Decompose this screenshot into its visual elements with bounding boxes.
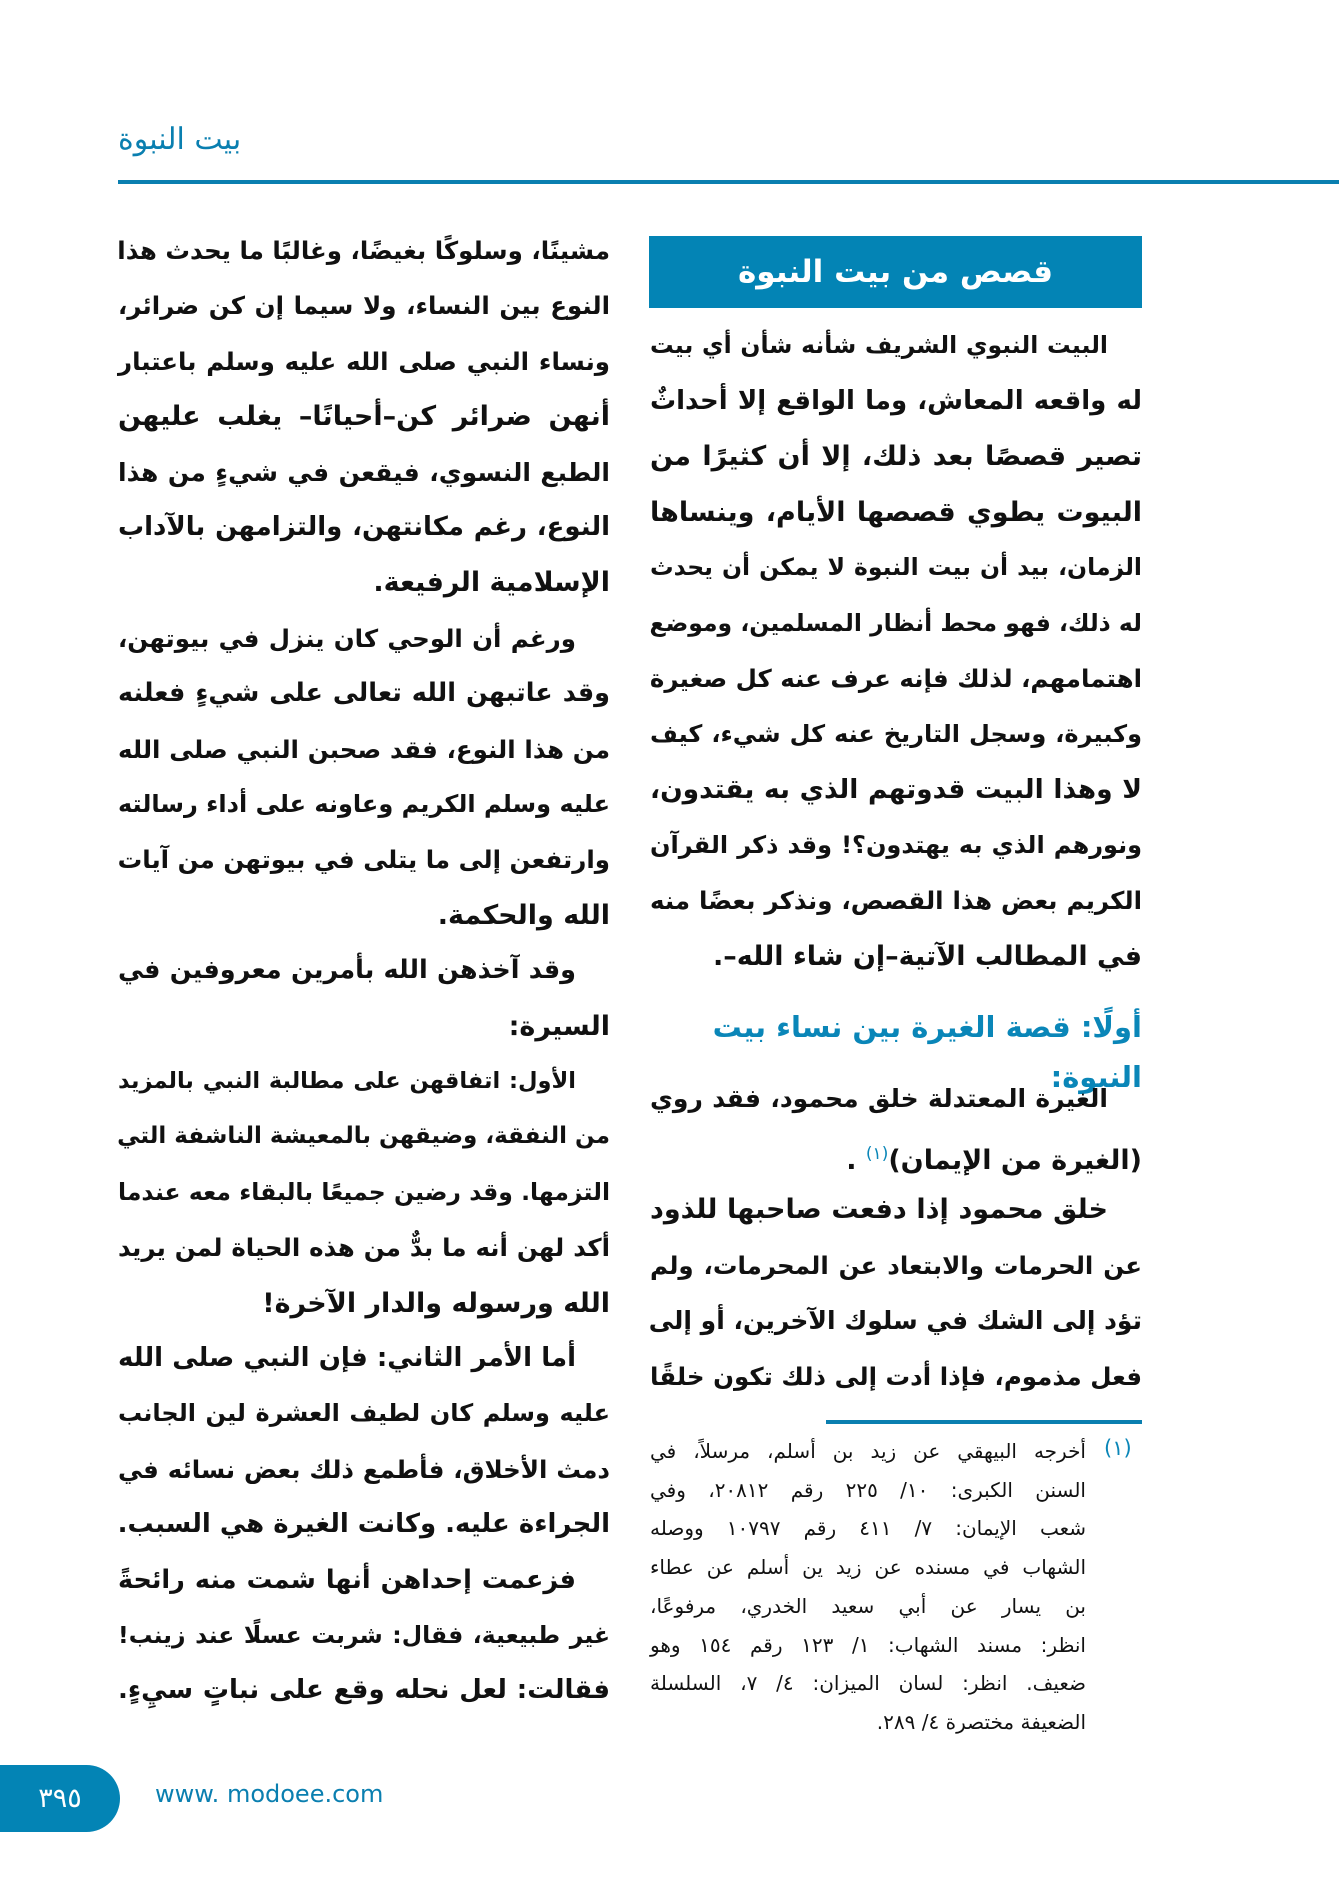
footnote-line (650, 1587, 1086, 1626)
line-text: الكريم بعض هذا القصص، ونذكر بعضًا منه (650, 886, 1142, 915)
text-line (118, 666, 610, 721)
text-line (118, 832, 610, 887)
line-text: خلق محمود إذا دفعت صاحبها للذود (650, 1194, 1108, 1225)
line-text: البيوت يطوي قصصها الأيام، وينساها (650, 496, 1142, 528)
footnote-rule (826, 1420, 1142, 1424)
text-line (650, 651, 1142, 706)
line-text: الضعيفة مختصرة ٤/ ٢٨٩. (876, 1709, 1086, 1734)
text-line (118, 445, 610, 500)
text-line (118, 1276, 610, 1331)
line-text: الأول: اتفاقهن على مطالبة النبي بالمزيد (118, 1068, 576, 1094)
text-line (118, 888, 610, 943)
text-line (118, 1553, 610, 1608)
line-text: عليه وسلم الكريم وعاونه على أداء رسالته (118, 790, 610, 818)
line-text: أنهن ضرائر كن–أحيانًا– يغلب عليهن (118, 401, 610, 433)
line-text: له واقعه المعاش، وما الواقع إلا أحداثٌ (650, 385, 1142, 416)
line-text: عن الحرمات والابتعاد عن المحرمات، ولم (650, 1250, 1142, 1280)
text-line (650, 540, 1142, 595)
line-text: تؤد إلى الشك في سلوك الآخرين، أو إلى (648, 1306, 1142, 1335)
text-line (650, 429, 1142, 484)
text-line (650, 818, 1142, 873)
line-text: غير طبيعية، فقال: شربت عسلًا عند زينب! (118, 1621, 610, 1649)
text-line (118, 1165, 610, 1220)
footnote-line (650, 1432, 1086, 1471)
line-text: فقالت: لعل نحله وقع على نباتٍ سيِءٍ. (118, 1675, 610, 1706)
line-text: فعل مذموم، فإذا أدت إلى ذلك تكون خلقًا (650, 1361, 1142, 1391)
line-text: ضعيف. انظر: لسان الميزان: ٤/ ٧، السلسلة (650, 1671, 1086, 1696)
text-line (118, 555, 610, 610)
text-line (650, 1349, 1142, 1404)
text-line (118, 1663, 610, 1718)
footnote-line (650, 1664, 1086, 1703)
text-line (118, 999, 610, 1054)
line-text: ورغم أن الوحي كان ينزل في بيوتهن، (118, 623, 576, 653)
text-line (118, 777, 610, 832)
running-title-logo: بيت النبوة (118, 122, 242, 157)
text-line (118, 500, 610, 555)
text-line (650, 318, 1142, 373)
text-line (118, 334, 610, 389)
text-line (118, 1054, 610, 1109)
line-text: ونساء النبي صلى الله عليه وسلم باعتبار (118, 346, 610, 376)
text-line (118, 611, 610, 666)
line-text: أما الأمر الثاني: فإن النبي صلى الله (118, 1343, 576, 1373)
line-text: الجراءة عليه. وكانت الغيرة هي السبب. (117, 1509, 610, 1540)
line-text: النوع، رغم مكانتهن، والتزامهن بالآداب (118, 512, 610, 542)
line-text: الله والحكمة. (437, 899, 610, 931)
line-text: له ذلك، فهو محط أنظار المسلمين، وموضع (649, 608, 1142, 637)
line-text: من هذا النوع، فقد صحبن النبي صلى الله (118, 734, 610, 764)
text-line (118, 1442, 610, 1497)
text-line (650, 374, 1142, 429)
text-line (118, 1331, 610, 1386)
line-text: من النفقة، وضيقهن بالمعيشة الناشفة التي (117, 1123, 610, 1150)
line-text: عليه وسلم كان لطيف العشرة لين الجانب (118, 1399, 610, 1428)
footnote-reference[interactable]: (١) (865, 1143, 889, 1164)
text-line (118, 1220, 610, 1275)
text-line (650, 596, 1142, 651)
text-line (118, 278, 610, 333)
line-text: لا وهذا البيت قدوتهم الذي به يقتدون، (650, 774, 1142, 805)
line-text: بن يسار عن أبي سعيد الخدري، مرفوعًا، (650, 1593, 1086, 1618)
line-text: تصير قصصًا بعد ذلك، إلا أن كثيرًا من (650, 441, 1142, 472)
text-line (118, 722, 610, 777)
line-text: أخرجه البيهقي عن زيد بن أسلم، مرسلاً، في (650, 1439, 1086, 1463)
line-text: في المطالب الآتية–إن شاء الله–. (713, 940, 1142, 972)
line-text: وارتفعن إلى ما يتلى في بيوتهن من آيات (117, 845, 610, 875)
page-number: ٣٩٥ (0, 1765, 120, 1832)
text-line (650, 1238, 1142, 1293)
footnote-line (650, 1509, 1086, 1548)
text-line (118, 389, 610, 444)
line-text: الزمان، بيد أن بيت النبوة لا يمكن أن يحدث (650, 553, 1142, 581)
text-line (118, 223, 610, 278)
line-text: ونورهم الذي به يهتدون؟! وقد ذكر القرآن (650, 830, 1142, 859)
header-rule (118, 180, 1339, 184)
text-line (650, 762, 1142, 817)
text-line (118, 943, 610, 998)
line-text: وقد آخذهن الله بأمرين معروفين في (118, 955, 576, 986)
line-text: السيرة: (508, 1010, 610, 1042)
text-line (118, 1497, 610, 1552)
footnote-line (650, 1548, 1086, 1587)
text-line (118, 1608, 610, 1663)
line-text: شعب الإيمان: ٧/ ٤١١ رقم ١٠٧٩٧ ووصله (650, 1516, 1086, 1541)
line-text: الله ورسوله والدار الآخرة! (262, 1287, 610, 1319)
text-line (650, 1182, 1142, 1237)
footnote-line (650, 1703, 1086, 1742)
line-text: النوع بين النساء، ولا سيما إن كن ضرائر، (118, 291, 610, 321)
line-text: الطبع النسوي، فيقعن في شيءٍ من هذا (118, 457, 610, 487)
line-text: فزعمت إحداهن أنها شمت منه رائحةً (118, 1564, 576, 1595)
line-text: البيت النبوي الشريف شأنه شأن أي بيت (650, 331, 1108, 359)
footnote-line (650, 1626, 1086, 1665)
text-line (650, 1293, 1142, 1348)
text-line (650, 1071, 1142, 1126)
line-text: انظر: مسند الشهاب: ١/ ١٢٣ رقم ١٥٤ وهو (650, 1632, 1086, 1657)
line-text: أكد لهن أنه ما بدٌّ من هذه الحياة لمن يريد (118, 1233, 610, 1263)
text-line (118, 1386, 610, 1441)
section-title-box: قصص من بيت النبوة (649, 236, 1142, 308)
line-tail: . (846, 1144, 866, 1176)
line-text: التزمها. وقد رضين جميعًا بالبقاء معه عندما (118, 1177, 610, 1206)
line-text: (الغيرة من الإيمان) (888, 1144, 1142, 1176)
text-line (650, 873, 1142, 928)
text-line (118, 1109, 610, 1164)
line-text: دمث الأخلاق، فأطمع ذلك بعض نسائه في (118, 1454, 610, 1484)
text-line (650, 485, 1142, 540)
line-text: الغيرة المعتدلة خلق محمود، فقد روي (650, 1084, 1108, 1113)
line-text: مشينًا، وسلوكًا بغيضًا، وغالبًا ما يحدث هذا (117, 236, 610, 265)
line-text: وقد عاتبهن الله تعالى على شيءٍ فعلنه (118, 678, 610, 709)
line-text: اهتمامهم، لذلك فإنه عرف عنه كل صغيرة (649, 664, 1142, 693)
text-line (650, 707, 1142, 762)
line-text: وكبيرة، وسجل التاريخ عنه كل شيء، كيف (650, 719, 1142, 748)
footnote-line (650, 1471, 1086, 1510)
text-line (650, 1127, 1142, 1182)
text-line (650, 929, 1142, 984)
line-text: السنن الكبرى: ١٠/ ٢٢٥ رقم ٢٠٨١٢، وفي (650, 1477, 1086, 1502)
line-text: الشهاب في مسنده عن زيد ين أسلم عن عطاء (650, 1555, 1086, 1580)
section-heading: أولًا: قصة الغيرة بين نساء بيت النبوة: (712, 1010, 1142, 1094)
line-text: الإسلامية الرفيعة. (373, 567, 610, 599)
website-url: www. modoee.com (155, 1780, 384, 1808)
footnote-number: (١) (1104, 1436, 1132, 1460)
